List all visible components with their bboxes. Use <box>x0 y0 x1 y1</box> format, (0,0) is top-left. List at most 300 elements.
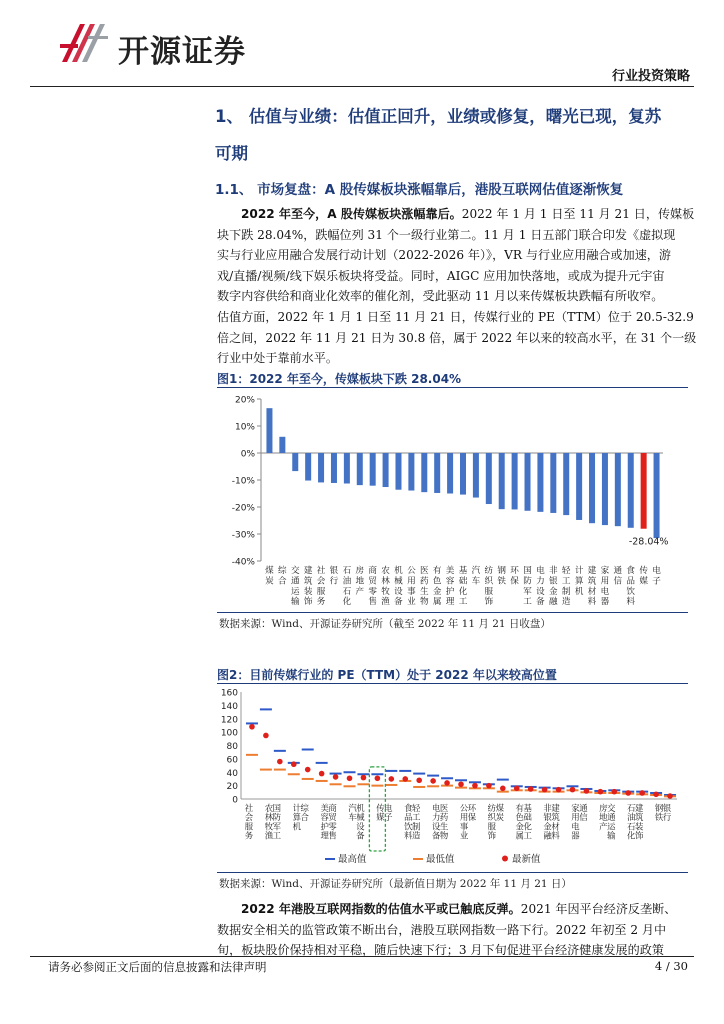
x-tick-label <box>278 564 287 586</box>
x-tick-label-char: 公 <box>407 566 416 576</box>
paragraph-2 <box>217 899 691 961</box>
x-tick-label-char: 农 <box>264 803 274 813</box>
latest-marker-美容护理 <box>319 771 325 777</box>
x-tick-label-char: 医 <box>439 803 449 813</box>
x-tick-label-char: 服 <box>487 821 497 832</box>
x-tick-label <box>317 564 326 607</box>
bar-汽车 <box>473 453 479 498</box>
x-tick-label-char: 筑 <box>587 576 597 587</box>
para2-line1: 2021 年因平台经济反垄断、 <box>520 902 677 916</box>
x-tick-label <box>459 564 468 607</box>
x-tick-label-char: 饮 <box>626 586 636 597</box>
x-tick-label-char: 算 <box>574 576 584 587</box>
x-tick-label-char: 零 <box>368 586 377 597</box>
x-tick-label-char: 社 <box>316 566 326 576</box>
y-tick-label: -20% <box>231 503 255 514</box>
y-tick-label: 100 <box>220 728 238 739</box>
x-tick-label <box>394 564 403 607</box>
x-tick-label-char: 军 <box>523 586 532 597</box>
latest-marker-基础化工 <box>528 786 534 792</box>
bar-美容护理 <box>447 453 453 494</box>
latest-marker-机械设备 <box>361 775 367 781</box>
x-tick-label-char: 备 <box>356 830 365 841</box>
x-tick-label-char: 装 <box>303 586 313 597</box>
x-tick-label-char: 力 <box>431 812 441 823</box>
x-tick-label <box>356 803 365 841</box>
x-tick-label-char: 事 <box>459 821 469 832</box>
x-tick-label-char: 机 <box>292 821 301 832</box>
x-tick-label-char: 贸 <box>328 812 337 823</box>
x-tick-label <box>355 564 364 597</box>
x-tick-label-char: 融 <box>543 830 552 841</box>
bar-石油石化 <box>344 453 350 484</box>
x-tick-label-char: 车 <box>471 576 481 587</box>
x-tick-label-char: 环 <box>510 566 519 576</box>
x-tick-label-char: 会 <box>316 576 326 587</box>
x-tick-label-char: 石 <box>627 821 636 832</box>
x-tick-label-char: 交 <box>607 803 616 813</box>
x-tick-label <box>523 803 532 841</box>
x-tick-label-char: 计 <box>292 803 301 813</box>
x-tick-label-char: 军 <box>272 821 282 832</box>
latest-marker-钢铁 <box>653 792 659 798</box>
x-tick-label-char: 金 <box>549 586 558 597</box>
x-tick-label-char: 事 <box>407 586 416 597</box>
x-tick-label <box>614 565 623 586</box>
x-tick-label-char: 服 <box>244 821 254 832</box>
x-tick-label-char: 林 <box>264 812 274 823</box>
x-tick-label-char: 保 <box>510 576 519 587</box>
x-tick-label-char: 饮 <box>404 821 413 832</box>
figure2-source: 数据来源：Wind、开源证券研究所（最新值日期为 2022 年 11 月 21 日） <box>219 878 572 890</box>
x-tick-label-char: 房 <box>355 566 365 576</box>
x-tick-label-char: 饰 <box>484 597 494 608</box>
x-tick-label-char: 轻 <box>561 566 571 576</box>
x-tick-label <box>635 803 644 841</box>
latest-marker-非银金融 <box>542 787 548 793</box>
x-tick-label-char: 造 <box>561 597 571 608</box>
highlight-data-label: -28.04% <box>628 536 669 548</box>
header-rule <box>30 86 694 87</box>
bar-银行 <box>331 453 337 483</box>
x-tick-label-char: 物 <box>439 830 449 841</box>
x-tick-label-char: 服 <box>316 586 326 597</box>
bar-计算机 <box>576 453 582 520</box>
x-tick-label-char: 售 <box>368 597 377 608</box>
x-tick-label-char: 材 <box>587 586 597 597</box>
x-tick-label-char: 油 <box>342 576 352 587</box>
x-tick-label-char: 金 <box>543 821 552 832</box>
bar-家用电器 <box>602 453 608 525</box>
x-tick-label <box>446 564 455 607</box>
x-tick-label-char: 传 <box>639 566 648 576</box>
x-tick-label-char: 药 <box>439 812 449 823</box>
x-tick-label <box>551 803 560 841</box>
x-tick-label <box>472 564 481 586</box>
x-tick-label-char: 础 <box>458 576 468 587</box>
x-tick-label-char: 电 <box>600 586 610 597</box>
x-tick-label-char: 银 <box>543 812 552 823</box>
x-tick-label <box>330 564 339 586</box>
y-tick-label: -40% <box>231 557 255 568</box>
x-tick-label-char: 属 <box>515 830 524 841</box>
para2-line2: 数据安全相关的监管政策不断出台，港股互联网指数一路下行。2022 年初至 2 月中 <box>217 922 667 937</box>
x-tick-label-char: 运 <box>290 586 300 597</box>
x-tick-label-char: 行 <box>329 576 339 587</box>
x-tick-label <box>301 803 310 822</box>
x-tick-label-char: 饰 <box>634 830 644 841</box>
x-tick-label <box>328 803 337 841</box>
x-tick-label <box>485 564 494 607</box>
x-tick-label-char: 产 <box>355 586 365 597</box>
x-tick-label-char: 机 <box>394 566 403 576</box>
x-tick-label-char: 设 <box>536 586 545 597</box>
page-number: 4 / 30 <box>654 959 688 973</box>
x-tick-label-char: 材 <box>551 821 560 832</box>
x-tick-label-char: 环 <box>467 803 477 813</box>
y-tick-label: 10% <box>234 422 255 433</box>
x-tick-label-char: 传 <box>376 803 385 813</box>
y-tick-label: -10% <box>231 476 255 487</box>
x-tick-label-char: 饰 <box>303 597 313 608</box>
bar-农林牧渔 <box>383 453 389 487</box>
x-tick-label-char: 工 <box>561 576 571 587</box>
x-tick-label-char: 用 <box>571 812 580 823</box>
y-tick-label: 160 <box>220 688 238 699</box>
x-tick-label-char: 品 <box>626 576 636 587</box>
x-tick-label <box>265 564 274 586</box>
x-tick-label-char: 用 <box>459 812 469 823</box>
x-tick-label-char: 铁 <box>497 576 507 587</box>
bar-环保 <box>512 453 518 509</box>
x-tick-label-char: 国 <box>523 566 532 576</box>
bar-国防军工 <box>525 453 531 511</box>
x-tick-label-char: 输 <box>290 597 300 608</box>
x-tick-label-char: 器 <box>571 830 580 841</box>
x-tick-label-char: 品 <box>404 812 413 823</box>
x-tick-label-char: 商 <box>328 803 337 813</box>
x-tick-label-char: 油 <box>627 812 636 823</box>
bar-煤炭 <box>266 408 272 453</box>
latest-marker-房地产 <box>598 789 604 795</box>
latest-marker-石油石化 <box>625 790 631 796</box>
x-tick-label-char: 子 <box>384 812 393 823</box>
section-title-line1: 1、 估值与业绩：估值正回升，业绩或修复，曙光已现，复苏 <box>215 107 662 126</box>
x-tick-label-char: 护 <box>445 586 455 597</box>
figure2-pe-chart <box>217 686 688 872</box>
x-tick-label <box>420 565 429 607</box>
latest-marker-家用电器 <box>570 787 576 793</box>
x-tick-label <box>626 564 635 607</box>
x-tick-label-char: 铁 <box>654 812 664 823</box>
x-tick-label-char: 子 <box>652 576 661 587</box>
section-title-line2: 可期 <box>215 144 248 163</box>
latest-marker-建筑装饰 <box>639 790 645 796</box>
para1-line4: 戏/直播/视频/线下娱乐板块将受益。同时，AIGC 应用加快落地，或成为提升元宇宙 <box>217 268 665 283</box>
brand-logo <box>58 18 110 68</box>
x-tick-label-char: 机 <box>356 803 365 813</box>
x-tick-label-char: 非 <box>543 803 552 813</box>
para1-line1: 2022 年 1 月 1 日至 11 月 21 日，传媒板 <box>461 207 695 221</box>
legend-low-label: 最低值 <box>426 854 455 865</box>
x-tick-label-char: 电 <box>571 821 580 832</box>
figure1-title: 图1：2022 年至今，传媒板块下跌 28.04% <box>217 372 462 386</box>
figure2-bottom-rule <box>217 872 688 873</box>
footer-disclaimer: 请务必参阅正文后面的信息披露和法律声明 <box>48 960 267 974</box>
bar-非银金融 <box>550 453 556 513</box>
subsection-title: 1.1、 市场复盘：A 股传媒板块涨幅靠后，港股互联网估值逐渐恢复 <box>215 182 624 198</box>
x-tick-label-char: 筑 <box>551 812 560 823</box>
x-tick-label-char: 服 <box>484 586 494 597</box>
x-tick-label-char: 煤 <box>265 566 274 576</box>
x-tick-label-char: 银 <box>329 566 339 576</box>
x-tick-label-char: 运 <box>607 821 616 832</box>
x-tick-label-char: 工 <box>458 597 468 608</box>
x-tick-label-char: 通 <box>579 803 588 813</box>
x-tick-label-char: 房 <box>599 803 608 813</box>
x-tick-label-char: 制 <box>412 821 421 832</box>
x-tick-label-char: 行 <box>662 812 672 823</box>
x-tick-label-char: 药 <box>419 576 429 587</box>
latest-marker-纺织服饰 <box>486 783 492 789</box>
x-tick-label-char: 售 <box>328 830 337 841</box>
x-tick-label-char: 料 <box>626 597 636 608</box>
x-tick-label-char: 通 <box>613 566 623 576</box>
x-tick-label-char: 非 <box>549 566 558 576</box>
figure1-source: 数据来源：Wind、开源证券研究所（截至 2022 年 11 月 21 日收盘） <box>219 618 551 630</box>
x-tick-label-char: 防 <box>272 812 282 823</box>
x-tick-label-char: 纺 <box>484 566 494 576</box>
x-tick-label-char: 工 <box>523 830 532 841</box>
bar-公用事业 <box>408 453 414 491</box>
y-tick-label: 40 <box>226 768 238 779</box>
latest-marker-社会服务 <box>249 724 255 730</box>
latest-marker-医药生物 <box>444 780 450 786</box>
x-tick-label-char: 银 <box>549 576 558 587</box>
x-tick-label-char: 家 <box>600 566 610 576</box>
latest-marker-煤炭 <box>500 786 506 792</box>
x-tick-label <box>496 803 505 822</box>
x-tick-label-char: 备 <box>431 830 441 841</box>
x-tick-label-char: 料 <box>551 830 560 841</box>
x-tick-label <box>663 803 672 822</box>
x-tick-label-char: 电 <box>431 803 441 813</box>
x-tick-label-char: 化 <box>523 821 532 832</box>
x-tick-label-char: 器 <box>600 597 610 608</box>
x-tick-label-char: 社 <box>244 803 254 813</box>
x-tick-label-char: 银 <box>662 803 672 813</box>
x-tick-label-char: 会 <box>244 812 254 823</box>
x-tick-label-char: 色 <box>515 812 524 823</box>
x-tick-label-char: 输 <box>607 830 616 841</box>
x-tick-label-char: 基 <box>523 803 532 813</box>
x-tick-label <box>497 564 506 586</box>
latest-marker-电子 <box>389 776 395 782</box>
latest-marker-计算机 <box>291 761 297 767</box>
x-tick-label-char: 地 <box>599 812 608 823</box>
x-tick-label-char: 牧 <box>381 586 390 597</box>
x-tick-label-char: 工 <box>272 830 282 841</box>
x-tick-label-char: 牧 <box>264 821 274 832</box>
x-tick-label-char: 钢 <box>654 803 664 813</box>
x-tick-label-char: 织 <box>484 576 494 587</box>
x-tick-label-char: 装 <box>634 821 644 832</box>
x-tick-label-char: 保 <box>467 812 477 823</box>
x-tick-label-char: 信 <box>579 812 588 823</box>
x-tick-label <box>368 564 377 607</box>
x-tick-label-char: 制 <box>561 586 571 597</box>
x-tick-label-char: 属 <box>432 597 442 608</box>
x-tick-label <box>523 565 532 607</box>
bar-传媒 <box>641 453 647 529</box>
bar-电子 <box>654 453 660 538</box>
paragraph-1 <box>217 204 697 369</box>
x-tick-label-char: 设 <box>394 586 403 597</box>
x-tick-label <box>440 803 449 841</box>
x-tick-label-char: 筑 <box>634 812 644 823</box>
figure1-bar-chart <box>217 390 688 612</box>
x-tick-label <box>468 803 477 822</box>
x-tick-label-char: 用 <box>600 576 610 587</box>
x-tick-label-char: 林 <box>381 576 390 587</box>
para1-line7: 倍之间，2022 年 11 月 21 日为 30.8 倍，属于 2022 年以来的较高水平，在 31 个一级 <box>217 330 697 345</box>
x-tick-label-char: 基 <box>458 566 468 576</box>
x-tick-label <box>273 803 282 841</box>
bar-轻工制造 <box>563 453 569 515</box>
x-tick-label-char: 纺 <box>487 803 497 813</box>
x-tick-label-char: 美 <box>445 566 455 576</box>
x-tick-label-char: 零 <box>328 821 337 832</box>
x-tick-label <box>304 564 313 607</box>
x-tick-label <box>601 564 610 607</box>
latest-marker-银行 <box>667 793 673 799</box>
x-tick-label-char: 电 <box>384 803 393 813</box>
bar-食品饮料 <box>628 453 634 528</box>
x-tick-label-char: 理 <box>445 597 455 608</box>
latest-marker-环保 <box>472 783 478 789</box>
para1-line2: 块下跌 28.04%，跌幅位列 31 个一级行业第二。11 月 1 日五部门联合印发《虚拟现 <box>217 227 676 242</box>
x-tick-label-char: 备 <box>536 597 545 608</box>
x-tick-label-char: 钢 <box>497 566 507 576</box>
bar-建筑装饰 <box>305 453 311 481</box>
x-tick-label-char: 产 <box>599 821 608 832</box>
para1-lead: 2022 年至今，A 股传媒板块涨幅靠后。 <box>241 207 462 221</box>
para2-line3: 旬，板块股价保持相对平稳，随后快速下行；3 月下旬促进平台经济健康发展的政策 <box>217 943 664 958</box>
para1-line3: 实与行业应用融合发展行动计划（2022-2026 年）》，VR 与行业应用融合或加速，游 <box>217 248 671 263</box>
x-tick-label-char: 备 <box>394 597 403 608</box>
bar-社会服务 <box>318 453 324 482</box>
bar-电力设备 <box>537 453 543 512</box>
x-tick-label-char: 家 <box>571 803 580 813</box>
x-tick-label-char: 机 <box>574 586 584 597</box>
latest-marker-公用事业 <box>458 781 464 787</box>
y-tick-label: 0% <box>240 449 255 460</box>
x-tick-label-char: 汽 <box>348 803 357 813</box>
x-tick-label-char: 炭 <box>265 576 274 587</box>
x-tick-label-char: 容 <box>320 812 329 823</box>
x-tick-label-char: 造 <box>412 830 421 841</box>
x-tick-label-char: 化 <box>342 597 352 608</box>
footer-rule <box>30 956 694 957</box>
x-tick-label-char: 生 <box>439 821 449 832</box>
x-tick-label-char: 建 <box>551 803 560 813</box>
x-tick-label-char: 械 <box>356 812 365 823</box>
y-tick-label: 0 <box>232 795 238 806</box>
x-tick-label-char: 食 <box>626 566 636 576</box>
x-tick-label-char: 容 <box>445 576 455 587</box>
x-tick-label-char: 生 <box>419 586 429 597</box>
x-tick-label-char: 贸 <box>368 576 377 587</box>
figure2-title: 图2：目前传媒行业的 PE（TTM）处于 2022 年以来较高位置 <box>217 668 557 682</box>
x-tick-label-char: 础 <box>523 812 532 823</box>
doc-type: 行业投资策略 <box>611 69 690 84</box>
x-tick-label-char: 通 <box>290 576 300 587</box>
x-tick-label-char: 业 <box>459 830 469 841</box>
x-tick-label-char: 石 <box>342 586 352 597</box>
x-tick-label-char: 金 <box>515 821 524 832</box>
x-tick-label <box>652 564 661 586</box>
x-tick-label <box>291 564 300 607</box>
legend-high-label: 最高值 <box>338 854 367 865</box>
x-tick-label-char: 色 <box>432 576 442 587</box>
bar-基础化工 <box>460 453 466 495</box>
para1-line5: 数字内容供给和商业化效率的催化剂，受此驱动 11 月以来传媒板块跌幅有所收窄。 <box>217 289 664 304</box>
x-tick-label-char: 交 <box>290 566 300 576</box>
bar-纺织服饰 <box>486 453 492 504</box>
x-tick-label-char: 理 <box>320 830 329 841</box>
x-tick-label-char: 工 <box>523 597 532 608</box>
latest-marker-食品饮料 <box>402 776 408 782</box>
y-tick-label: -30% <box>231 530 255 541</box>
x-tick-label-char: 通 <box>607 812 616 823</box>
x-tick-label-char: 有 <box>515 803 524 813</box>
x-tick-label-char: 械 <box>394 576 403 587</box>
x-tick-label <box>407 566 416 607</box>
x-tick-label-char: 石 <box>627 803 636 813</box>
bar-商贸零售 <box>370 453 376 486</box>
x-tick-label-char: 国 <box>272 803 282 813</box>
y-tick-label: 20 <box>226 782 238 793</box>
x-tick-label-char: 织 <box>487 812 497 823</box>
bar-房地产 <box>357 453 363 485</box>
y-tick-label: 80 <box>226 742 238 752</box>
x-tick-label-char: 美 <box>320 803 329 813</box>
x-tick-label-char: 公 <box>459 803 469 813</box>
latest-marker-通信 <box>584 788 590 794</box>
x-tick-label-char: 金 <box>432 586 442 597</box>
x-tick-label-char: 合 <box>278 576 287 587</box>
x-tick-label-char: 工 <box>412 812 421 823</box>
x-tick-label-char: 建 <box>587 566 597 576</box>
figure2-top-rule <box>217 683 688 684</box>
x-tick-label-char: 轻 <box>412 803 421 813</box>
x-tick-label <box>381 564 390 607</box>
x-tick-label-char: 车 <box>348 812 357 823</box>
x-tick-label-char: 设 <box>356 821 365 832</box>
x-tick-label-char: 媒 <box>376 812 385 823</box>
x-tick-label-char: 医 <box>419 566 429 576</box>
para2-lead: 2022 年港股互联网指数的估值水平或已触底反弹。 <box>241 902 521 916</box>
x-tick-label <box>562 564 571 607</box>
x-tick-label <box>575 564 584 597</box>
latest-marker-农林牧渔 <box>263 733 269 739</box>
legend-latest-swatch <box>502 856 508 862</box>
x-tick-label-char: 防 <box>523 576 532 587</box>
x-tick-label-char: 建 <box>303 566 313 576</box>
latest-marker-商贸零售 <box>333 774 339 780</box>
x-tick-label-char: 用 <box>407 576 416 587</box>
x-tick-label-char: 综 <box>278 566 287 576</box>
